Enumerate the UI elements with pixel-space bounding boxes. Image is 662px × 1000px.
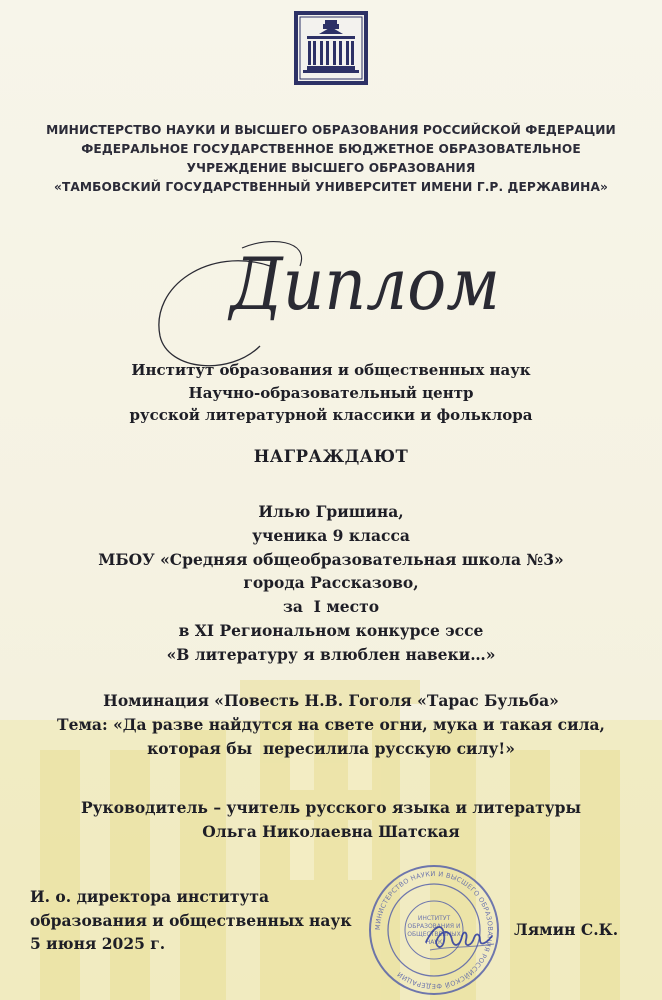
header-line-2: ФЕДЕРАЛЬНОЕ ГОСУДАРСТВЕННОЕ БЮДЖЕТНОЕ ОБРАЗОВАТЕЛЬНОЕ — [81, 142, 581, 156]
recipient-grade: ученика 9 класса — [252, 525, 410, 545]
seal-center-line-4: НАУК — [425, 939, 443, 946]
signatory-title-line-2: образования и общественных наук — [30, 910, 352, 930]
diploma-title — [150, 226, 530, 376]
supervisor-line-1: Руководитель – учитель русского языка и литературы — [80, 798, 582, 817]
supervisor-name: Ольга Николаевна Шатская — [202, 822, 460, 841]
nomination-line-3: которая бы пересилила русскую силу!» — [147, 739, 515, 758]
contest-name: в XI Региональном конкурсе эссе — [178, 620, 484, 640]
supervisor-block — [0, 796, 662, 844]
organization — [0, 359, 662, 427]
org-line-2: Научно-образовательный центр — [188, 383, 474, 402]
seal-center-line-1: ИНСТИТУТ — [417, 915, 451, 922]
recipient-place: за I место — [282, 597, 380, 617]
nomination-line-1: Номинация «Повесть Н.В. Гоголя «Тарас Бульба» — [103, 691, 559, 710]
signatory-title-line-1: И. о. директора института — [30, 887, 270, 906]
title-text: Диплом — [227, 242, 500, 326]
recipient-block — [0, 500, 662, 667]
issue-date: 5 июня 2025 г. — [30, 934, 166, 953]
org-line-3: русской литературной классики и фольклора — [129, 406, 533, 424]
handwritten-signature-icon — [417, 912, 500, 962]
seal-center-line-3: ОБЩЕСТВЕННЫХ — [407, 931, 461, 938]
seal-center-line-2: ОБРАЗОВАНИЯ И — [407, 923, 461, 930]
recipient-city: города Рассказово, — [243, 573, 419, 593]
recipient-name: Илью Гришина, — [258, 502, 404, 521]
header-line-4: «ТАМБОВСКИЙ ГОСУДАРСТВЕННЫЙ УНИВЕРСИТЕТ ИМЕНИ Г.Р. ДЕРЖАВИНА» — [53, 180, 608, 194]
header-line-3: УЧРЕЖДЕНИЕ ВЫСШЕГО ОБРАЗОВАНИЯ — [186, 161, 476, 175]
ministry-header — [0, 121, 662, 197]
recipient-school: МБОУ «Средняя общеобразовательная школа №3» — [98, 549, 564, 569]
contest-title: «В литературу я влюблен навеки…» — [166, 644, 496, 664]
award-heading: НАГРАЖДАЮТ — [253, 447, 409, 466]
header-line-1: МИНИСТЕРСТВО НАУКИ И ВЫСШЕГО ОБРАЗОВАНИЯ РОССИЙСКОЙ ФЕДЕРАЦИИ — [46, 123, 616, 137]
signatory-block — [30, 885, 352, 956]
nomination-line-2: Тема: «Да разве найдутся на свете огни, мука и такая сила, — [57, 715, 605, 734]
nomination-block — [0, 689, 662, 761]
signatory-name: Лямин С.К. — [514, 920, 619, 939]
org-line-1: Институт образования и общественных наук — [131, 361, 531, 379]
seal-ring-text: МИНИСТЕРСТВО НАУКИ И ВЫСШЕГО ОБРАЗОВАНИЯ РОССИЙСКОЙ ФЕДЕРАЦИИ — [373, 869, 495, 991]
university-logo-icon — [293, 10, 369, 86]
